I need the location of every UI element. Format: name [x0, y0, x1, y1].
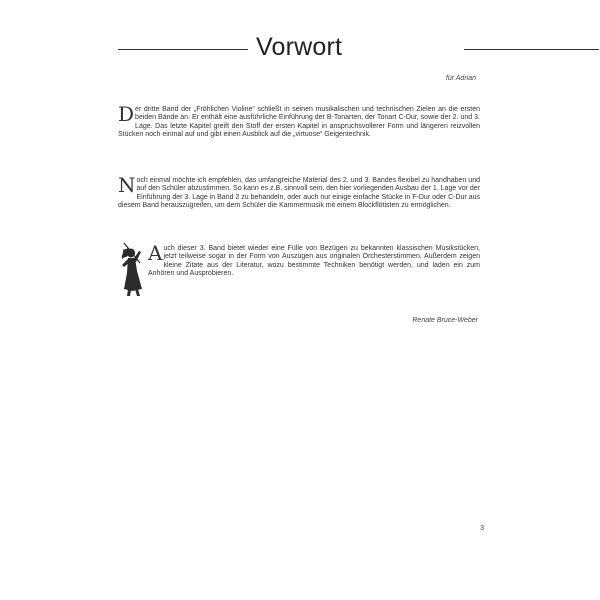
drop-cap: A [148, 241, 163, 265]
drop-cap: N [118, 173, 136, 197]
signature: Renate Bruce-Weber [412, 317, 478, 324]
paragraph-text: uch dieser 3. Band bietet wieder eine Fülle von Bezügen zu bekannten klassischen Musikstücken, jetzt teilweise sogar in der Form von Auszügen aus originalen Orchesterstimmen. Außerdem zeigen kleine Zitate aus der Literatur, wozu bestimmte Techniken benötigt werden, und laden ein zum Anhören und Ausprobieren. [148, 245, 480, 277]
violinist-silhouette-icon [118, 241, 152, 297]
title-rule-right [464, 49, 599, 50]
paragraph-3 [148, 241, 480, 278]
paragraph-text: er dritte Band der „Fröhlichen Violine“ schließt in seinen musikalischen und technischen Zielen an die ersten beiden Bände an. Er enthält eine ausführliche Einführung der B-Tonarten, der Tonart C-Dur, sowie der 2. und 3. Lage. Das letzte Kapitel greift den Stoff der ersten Kapitel in anspruchsvollerer Form und längeren reizvollen Stücken noch einmal auf und gibt einen Ausblick auf die „virtuose“ Geigentechnik. [118, 106, 480, 138]
title-rule-left [118, 49, 248, 50]
page-title: Vorwort [256, 33, 343, 61]
paragraph-text: och einmal möchte ich empfehlen, das umfangreiche Material des 2. und 3. Bandes flexibel zu handhaben und auf den Schüler abzustimmen. So kann es z.B. sinnvoll sein, den hier vorliegenden Ausbau der 1. Lage vor der Einführung der 3. Lage in Band 2 zu behandeln, oder auch nur einige einfache Stücke in F-Dur oder C-Dur aus diesem Band herauszugreifen, um dem Schüler die Kammermusik mit einem Blockflötisten zu ermöglichen. [118, 177, 480, 209]
paragraph-2 [118, 173, 480, 210]
drop-cap: D [118, 102, 135, 126]
dedication: für Adrian [445, 75, 476, 82]
paragraph-1 [118, 102, 480, 139]
page-number: 3 [480, 525, 484, 532]
title-row [118, 33, 480, 61]
